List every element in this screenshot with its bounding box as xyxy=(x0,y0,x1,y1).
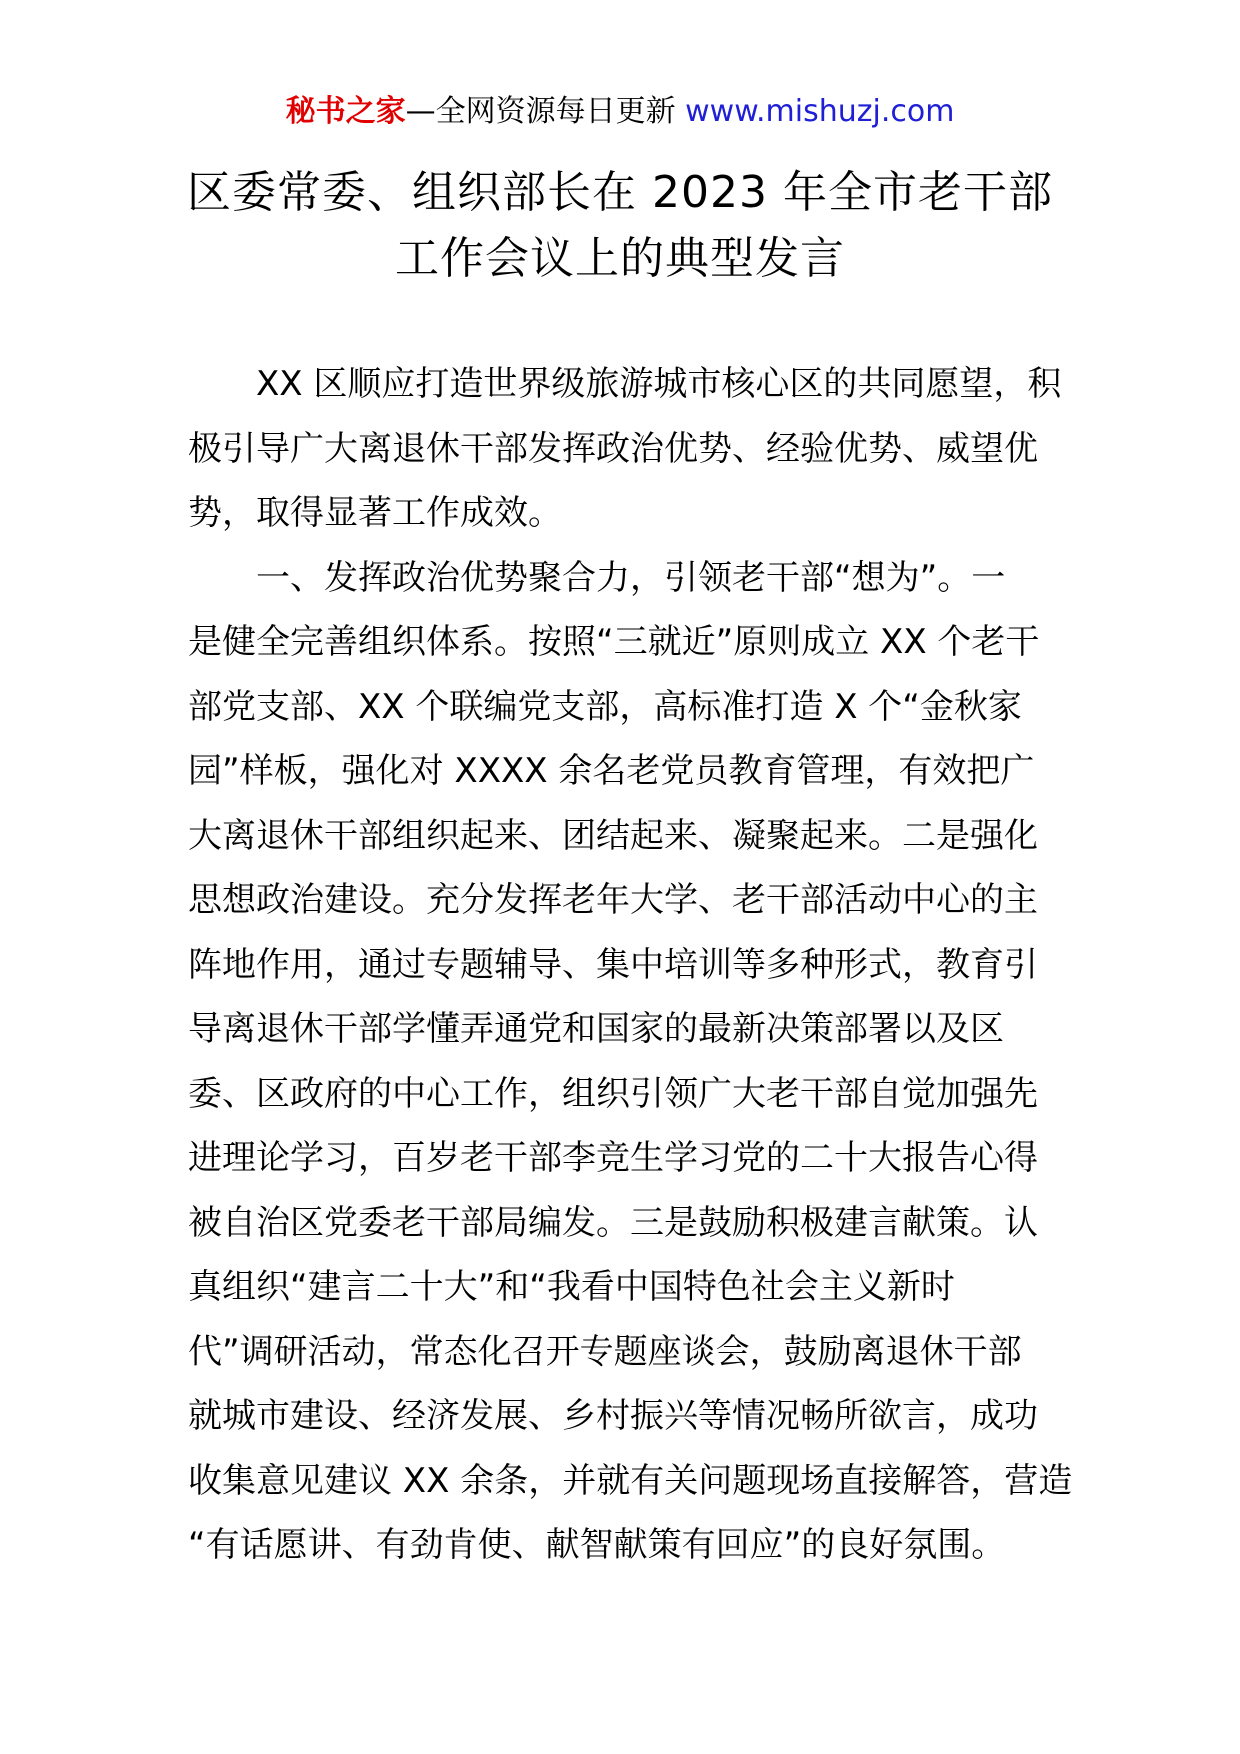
text-line: 思想政治建设。充分发挥老年大学、老干部活动中心的主 xyxy=(188,880,1038,920)
text-line: 导离退休干部学懂弄通党和国家的最新决策部署以及区 xyxy=(188,1009,1004,1049)
title-line-2: 工作会议上的典型发言 xyxy=(395,233,845,284)
text-line: 被自治区党委老干部局编发。三是鼓励积极建言献策。认 xyxy=(188,1202,1038,1243)
text-line: 委、区政府的中心工作，组织引领广大老干部自觉加强先 xyxy=(188,1073,1038,1114)
text-line: 部党支部、XX 个联编党支部，高标准打造 X 个“金秋家 xyxy=(188,686,1022,727)
paragraph-intro xyxy=(188,352,1062,546)
document-title xyxy=(100,160,1140,292)
text-line: XX 区顺应打造世界级旅游城市核心区的共同愿望，积 xyxy=(256,364,1062,404)
text-line: 进理论学习，百岁老干部李竞生学习党的二十大报告心得 xyxy=(188,1138,1038,1178)
text-line: 大离退休干部组织起来、团结起来、凝聚起来。二是强化 xyxy=(188,815,1038,856)
text-line: 极引导广大离退休干部发挥政治优势、经验优势、威望优 xyxy=(188,428,1038,469)
text-line: 一、发挥政治优势聚合力，引领老干部“想为”。一 xyxy=(256,557,1006,598)
text-line: 势，取得显著工作成效。 xyxy=(188,493,562,533)
text-line: 收集意见建议 XX 余条，并就有关问题现场直接解答，营造 xyxy=(188,1460,1073,1501)
paragraph-section-1 xyxy=(188,546,1073,1578)
text-line: “有话愿讲、有劲肯使、献智献策有回应”的良好氛围。 xyxy=(188,1525,1006,1565)
text-line: 园”样板，强化对 XXXX 余名老党员教育管理，有效把广 xyxy=(188,751,1035,791)
text-line: 代”调研活动，常态化召开专题座谈会，鼓励离退休干部 xyxy=(188,1331,1022,1372)
text-line: 就城市建设、经济发展、乡村振兴等情况畅所欲言，成功 xyxy=(188,1396,1038,1436)
site-header xyxy=(0,92,1240,132)
document-body xyxy=(188,352,1073,1578)
title-line-1: 区委常委、组织部长在 2023 年全市老干部 xyxy=(187,167,1053,218)
text-line: 阵地作用，通过专题辅导、集中培训等多种形式，教育引 xyxy=(188,944,1038,985)
header-tagline: —全网资源每日更新 xyxy=(405,94,686,129)
brand-name: 秘书之家 xyxy=(285,94,406,129)
text-line: 真组织“建言二十大”和“我看中国特色社会主义新时 xyxy=(188,1267,955,1307)
site-link[interactable]: www.mishuzj.com xyxy=(685,94,955,129)
text-line: 是健全完善组织体系。按照“三就近”原则成立 XX 个老干 xyxy=(188,622,1040,662)
